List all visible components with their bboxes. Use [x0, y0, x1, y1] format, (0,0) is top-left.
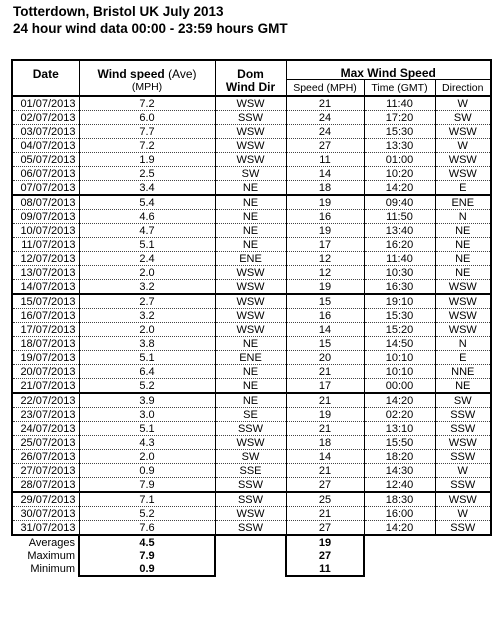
- date-cell: 13/07/2013: [12, 266, 79, 280]
- max-direction-cell: SW: [435, 393, 491, 408]
- dom-dir-cell: WSW: [215, 309, 286, 323]
- date-cell: 16/07/2013: [12, 309, 79, 323]
- max-time-cell: 10:30: [364, 266, 435, 280]
- wind-ave-cell: 3.8: [79, 337, 215, 351]
- max-time-cell: 10:20: [364, 167, 435, 181]
- table-row: [12, 464, 491, 478]
- stats-wind-ave: 7.9: [79, 549, 215, 562]
- max-time-cell: 14:20: [364, 393, 435, 408]
- table-row: [12, 450, 491, 464]
- max-direction-cell: N: [435, 337, 491, 351]
- stats-empty: [364, 562, 435, 576]
- table-row: [12, 210, 491, 224]
- dom-dir-cell: SSW: [215, 422, 286, 436]
- wind-ave-cell: 5.2: [79, 379, 215, 394]
- dom-dir-cell: NE: [215, 224, 286, 238]
- stats-row-minimum: [12, 562, 491, 576]
- dom-dir-cell: NE: [215, 393, 286, 408]
- max-wind-speed-header: Max Wind Speed: [286, 60, 491, 80]
- wind-ave-cell: 2.7: [79, 294, 215, 309]
- date-cell: 08/07/2013: [12, 195, 79, 210]
- max-direction-cell: SSW: [435, 478, 491, 493]
- max-direction-cell: W: [435, 139, 491, 153]
- stats-label: Minimum: [30, 563, 75, 575]
- wind-ave-cell: 7.7: [79, 125, 215, 139]
- stats-label: Maximum: [27, 549, 75, 562]
- max-time-cell: 10:10: [364, 351, 435, 365]
- max-time-cell: 00:00: [364, 379, 435, 394]
- stats-row-averages: [12, 535, 491, 549]
- wind-ave-cell: 3.0: [79, 408, 215, 422]
- dom-dir-cell: NE: [215, 337, 286, 351]
- max-time-cell: 14:30: [364, 464, 435, 478]
- max-speed-cell: 27: [286, 478, 364, 493]
- date-cell: 29/07/2013: [12, 492, 79, 507]
- max-time-cell: 19:10: [364, 294, 435, 309]
- max-direction-cell: N: [435, 210, 491, 224]
- max-direction-cell: WSW: [435, 280, 491, 295]
- wind-ave-cell: 2.4: [79, 252, 215, 266]
- date-cell: 25/07/2013: [12, 436, 79, 450]
- max-direction-cell: WSW: [435, 492, 491, 507]
- dom-dir-cell: ENE: [215, 252, 286, 266]
- max-direction-cell: WSW: [435, 167, 491, 181]
- dom-dir-cell: NE: [215, 365, 286, 379]
- dom-dir-cell: WSW: [215, 153, 286, 167]
- wind-ave-cell: 5.1: [79, 238, 215, 252]
- dom-dir-cell: WSW: [215, 436, 286, 450]
- max-direction-cell: NE: [435, 252, 491, 266]
- direction-header: Direction: [435, 80, 491, 97]
- dom-dir-cell: SSW: [215, 492, 286, 507]
- table-row: [12, 153, 491, 167]
- stats-wind-ave: 0.9: [79, 562, 215, 576]
- dom-dir-cell: SW: [215, 450, 286, 464]
- wind-ave-cell: 7.2: [79, 96, 215, 111]
- date-cell: 03/07/2013: [12, 125, 79, 139]
- wind-ave-cell: 5.4: [79, 195, 215, 210]
- date-cell: 06/07/2013: [12, 167, 79, 181]
- dom-dir-cell: SSW: [215, 111, 286, 125]
- max-direction-cell: WSW: [435, 294, 491, 309]
- max-speed-cell: 15: [286, 294, 364, 309]
- max-direction-cell: WSW: [435, 323, 491, 337]
- stats-empty: [435, 549, 491, 562]
- max-speed-cell: 12: [286, 252, 364, 266]
- date-cell: 05/07/2013: [12, 153, 79, 167]
- max-speed-cell: 19: [286, 408, 364, 422]
- max-speed-cell: 17: [286, 238, 364, 252]
- table-row: [12, 139, 491, 153]
- stats-empty: [435, 535, 491, 549]
- max-speed-cell: 27: [286, 139, 364, 153]
- dom-dir-cell: WSW: [215, 125, 286, 139]
- max-time-cell: 13:40: [364, 224, 435, 238]
- table-row: [12, 167, 491, 181]
- date-cell: 15/07/2013: [12, 294, 79, 309]
- dom-dir-cell: NE: [215, 210, 286, 224]
- max-time-cell: 17:20: [364, 111, 435, 125]
- max-speed-cell: 16: [286, 309, 364, 323]
- max-speed-cell: 18: [286, 181, 364, 196]
- wind-speed-header: [79, 60, 215, 80]
- table-row: [12, 408, 491, 422]
- max-speed-cell: 25: [286, 492, 364, 507]
- wind-speed-unit: (MPH): [79, 80, 215, 97]
- date-cell: 11/07/2013: [12, 238, 79, 252]
- table-row: [12, 252, 491, 266]
- max-direction-cell: SSW: [435, 521, 491, 536]
- date-cell: 23/07/2013: [12, 408, 79, 422]
- date-cell: 07/07/2013: [12, 181, 79, 196]
- table-row: [12, 195, 491, 210]
- max-speed-cell: 27: [286, 521, 364, 536]
- max-time-cell: 16:20: [364, 238, 435, 252]
- max-speed-cell: 12: [286, 266, 364, 280]
- table-row: [12, 309, 491, 323]
- max-time-cell: 14:20: [364, 181, 435, 196]
- dom-dir-cell: WSW: [215, 139, 286, 153]
- max-direction-cell: W: [435, 464, 491, 478]
- wind-speed-header-label: Wind speed: [97, 66, 165, 80]
- max-speed-cell: 11: [286, 153, 364, 167]
- max-direction-cell: WSW: [435, 125, 491, 139]
- stats-max-speed: 11: [286, 562, 364, 576]
- max-speed-cell: 14: [286, 323, 364, 337]
- wind-ave-cell: 4.7: [79, 224, 215, 238]
- max-direction-cell: SW: [435, 111, 491, 125]
- table-row: [12, 365, 491, 379]
- wind-ave-cell: 2.0: [79, 323, 215, 337]
- max-direction-cell: WSW: [435, 153, 491, 167]
- wind-ave-cell: 7.6: [79, 521, 215, 536]
- max-speed-cell: 14: [286, 450, 364, 464]
- max-speed-cell: 19: [286, 224, 364, 238]
- date-cell: 28/07/2013: [12, 478, 79, 493]
- table-row: [12, 111, 491, 125]
- max-time-cell: 11:40: [364, 252, 435, 266]
- dom-dir-cell: WSW: [215, 323, 286, 337]
- max-speed-cell: 21: [286, 507, 364, 521]
- page-title: Totterdown, Bristol UK July 2013: [13, 4, 224, 19]
- dom-dir-cell: SE: [215, 408, 286, 422]
- table-row: [12, 379, 491, 394]
- date-cell: 14/07/2013: [12, 280, 79, 295]
- wind-ave-cell: 2.5: [79, 167, 215, 181]
- max-direction-cell: NE: [435, 224, 491, 238]
- max-speed-cell: 21: [286, 365, 364, 379]
- max-time-cell: 16:30: [364, 280, 435, 295]
- table-row: [12, 266, 491, 280]
- table-row: [12, 351, 491, 365]
- max-time-cell: 02:20: [364, 408, 435, 422]
- max-time-cell: 18:20: [364, 450, 435, 464]
- wind-speed-header-ave: (Ave): [168, 66, 197, 80]
- dom-dir-cell: NE: [215, 181, 286, 196]
- max-time-cell: 15:50: [364, 436, 435, 450]
- max-speed-cell: 20: [286, 351, 364, 365]
- max-direction-cell: SSW: [435, 408, 491, 422]
- max-direction-cell: ENE: [435, 195, 491, 210]
- dom-dir-cell: NE: [215, 238, 286, 252]
- max-speed-cell: 24: [286, 125, 364, 139]
- wind-ave-cell: 5.1: [79, 351, 215, 365]
- table-row: [12, 337, 491, 351]
- dom-dir-cell: SSW: [215, 478, 286, 493]
- dom-dir-cell: ENE: [215, 351, 286, 365]
- max-time-cell: 12:40: [364, 478, 435, 493]
- stats-empty: [364, 535, 435, 549]
- max-time-cell: 16:00: [364, 507, 435, 521]
- max-direction-cell: NNE: [435, 365, 491, 379]
- date-cell: 20/07/2013: [12, 365, 79, 379]
- max-direction-cell: NE: [435, 379, 491, 394]
- table-row: [12, 125, 491, 139]
- stats-wind-ave: 4.5: [79, 535, 215, 549]
- dom-header: Dom: [215, 60, 286, 80]
- max-time-cell: 14:50: [364, 337, 435, 351]
- max-time-cell: 14:20: [364, 521, 435, 536]
- max-direction-cell: NE: [435, 266, 491, 280]
- max-direction-cell: E: [435, 351, 491, 365]
- table-row: [12, 422, 491, 436]
- wind-ave-cell: 1.9: [79, 153, 215, 167]
- date-header-sub: [12, 80, 79, 97]
- table-row: [12, 436, 491, 450]
- date-cell: 17/07/2013: [12, 323, 79, 337]
- max-speed-cell: 17: [286, 379, 364, 394]
- date-cell: 30/07/2013: [12, 507, 79, 521]
- wind-ave-cell: 3.2: [79, 280, 215, 295]
- date-cell: 24/07/2013: [12, 422, 79, 436]
- date-cell: 01/07/2013: [12, 96, 79, 111]
- max-direction-cell: W: [435, 96, 491, 111]
- stats-empty: [364, 549, 435, 562]
- max-direction-cell: WSW: [435, 436, 491, 450]
- wind-ave-cell: 3.2: [79, 309, 215, 323]
- table-row: [12, 224, 491, 238]
- max-time-cell: 11:40: [364, 96, 435, 111]
- dom-dir-cell: WSW: [215, 280, 286, 295]
- max-speed-cell: 19: [286, 280, 364, 295]
- max-time-cell: 15:30: [364, 125, 435, 139]
- wind-ave-cell: 3.4: [79, 181, 215, 196]
- wind-ave-cell: 7.2: [79, 139, 215, 153]
- max-speed-cell: 21: [286, 96, 364, 111]
- max-speed-cell: 21: [286, 422, 364, 436]
- wind-ave-cell: 6.0: [79, 111, 215, 125]
- max-speed-cell: 14: [286, 167, 364, 181]
- max-direction-cell: W: [435, 507, 491, 521]
- date-cell: 02/07/2013: [12, 111, 79, 125]
- wind-ave-cell: 2.0: [79, 266, 215, 280]
- date-cell: 19/07/2013: [12, 351, 79, 365]
- dom-dir-cell: WSW: [215, 266, 286, 280]
- date-cell: 18/07/2013: [12, 337, 79, 351]
- max-time-cell: 15:30: [364, 309, 435, 323]
- date-cell: 21/07/2013: [12, 379, 79, 394]
- table-row: [12, 521, 491, 536]
- stats-max-speed: 19: [286, 535, 364, 549]
- max-time-cell: 09:40: [364, 195, 435, 210]
- max-speed-cell: 18: [286, 436, 364, 450]
- max-speed-cell: 15: [286, 337, 364, 351]
- dom-dir-cell: WSW: [215, 294, 286, 309]
- stats-empty: [215, 535, 286, 549]
- wind-dir-header: Wind Dir: [215, 80, 286, 97]
- table-row: [12, 96, 491, 111]
- header-row-2: [12, 80, 491, 97]
- date-header: Date: [12, 60, 79, 80]
- dom-dir-cell: WSW: [215, 507, 286, 521]
- table-row: [12, 323, 491, 337]
- wind-ave-cell: 0.9: [79, 464, 215, 478]
- max-speed-cell: 16: [286, 210, 364, 224]
- max-speed-cell: 21: [286, 393, 364, 408]
- wind-ave-cell: 7.9: [79, 478, 215, 493]
- table-row: [12, 492, 491, 507]
- date-cell: 04/07/2013: [12, 139, 79, 153]
- stats-max-speed: 27: [286, 549, 364, 562]
- wind-ave-cell: 4.3: [79, 436, 215, 450]
- max-direction-cell: NE: [435, 238, 491, 252]
- dom-dir-cell: NE: [215, 195, 286, 210]
- dom-dir-cell: SSW: [215, 521, 286, 536]
- table-row: [12, 181, 491, 196]
- wind-data-table: [11, 59, 492, 577]
- date-cell: 09/07/2013: [12, 210, 79, 224]
- wind-ave-cell: 3.9: [79, 393, 215, 408]
- stats-row-maximum: [12, 549, 491, 562]
- date-cell: 22/07/2013: [12, 393, 79, 408]
- max-time-cell: 13:10: [364, 422, 435, 436]
- wind-ave-cell: 5.2: [79, 507, 215, 521]
- max-time-cell: 01:00: [364, 153, 435, 167]
- date-cell: 26/07/2013: [12, 450, 79, 464]
- max-time-cell: 15:20: [364, 323, 435, 337]
- wind-ave-cell: 5.1: [79, 422, 215, 436]
- stats-label: Averages: [28, 536, 75, 549]
- max-time-cell: 13:30: [364, 139, 435, 153]
- table-row: [12, 238, 491, 252]
- max-speed-cell: 19: [286, 195, 364, 210]
- dom-dir-cell: NE: [215, 379, 286, 394]
- stats-empty: [215, 549, 286, 562]
- table-row: [12, 478, 491, 493]
- speed-mph-header: Speed (MPH): [286, 80, 364, 97]
- max-time-cell: 10:10: [364, 365, 435, 379]
- table-row: [12, 393, 491, 408]
- stats-empty: [435, 562, 491, 576]
- max-speed-cell: 24: [286, 111, 364, 125]
- stats-empty: [215, 562, 286, 576]
- max-time-cell: 11:50: [364, 210, 435, 224]
- table-row: [12, 507, 491, 521]
- wind-ave-cell: 2.0: [79, 450, 215, 464]
- date-cell: 27/07/2013: [12, 464, 79, 478]
- wind-ave-cell: 6.4: [79, 365, 215, 379]
- table-row: [12, 294, 491, 309]
- time-gmt-header: Time (GMT): [364, 80, 435, 97]
- dom-dir-cell: WSW: [215, 96, 286, 111]
- max-speed-cell: 21: [286, 464, 364, 478]
- header-row-1: [12, 60, 491, 80]
- max-direction-cell: WSW: [435, 309, 491, 323]
- table-row: [12, 280, 491, 295]
- date-cell: 31/07/2013: [12, 521, 79, 536]
- wind-ave-cell: 7.1: [79, 492, 215, 507]
- max-direction-cell: E: [435, 181, 491, 196]
- date-cell: 10/07/2013: [12, 224, 79, 238]
- page-subtitle: 24 hour wind data 00:00 - 23:59 hours GMT: [13, 21, 288, 36]
- date-cell: 12/07/2013: [12, 252, 79, 266]
- wind-ave-cell: 4.6: [79, 210, 215, 224]
- max-time-cell: 18:30: [364, 492, 435, 507]
- dom-dir-cell: SSE: [215, 464, 286, 478]
- max-direction-cell: SSW: [435, 450, 491, 464]
- dom-dir-cell: SW: [215, 167, 286, 181]
- max-direction-cell: SSW: [435, 422, 491, 436]
